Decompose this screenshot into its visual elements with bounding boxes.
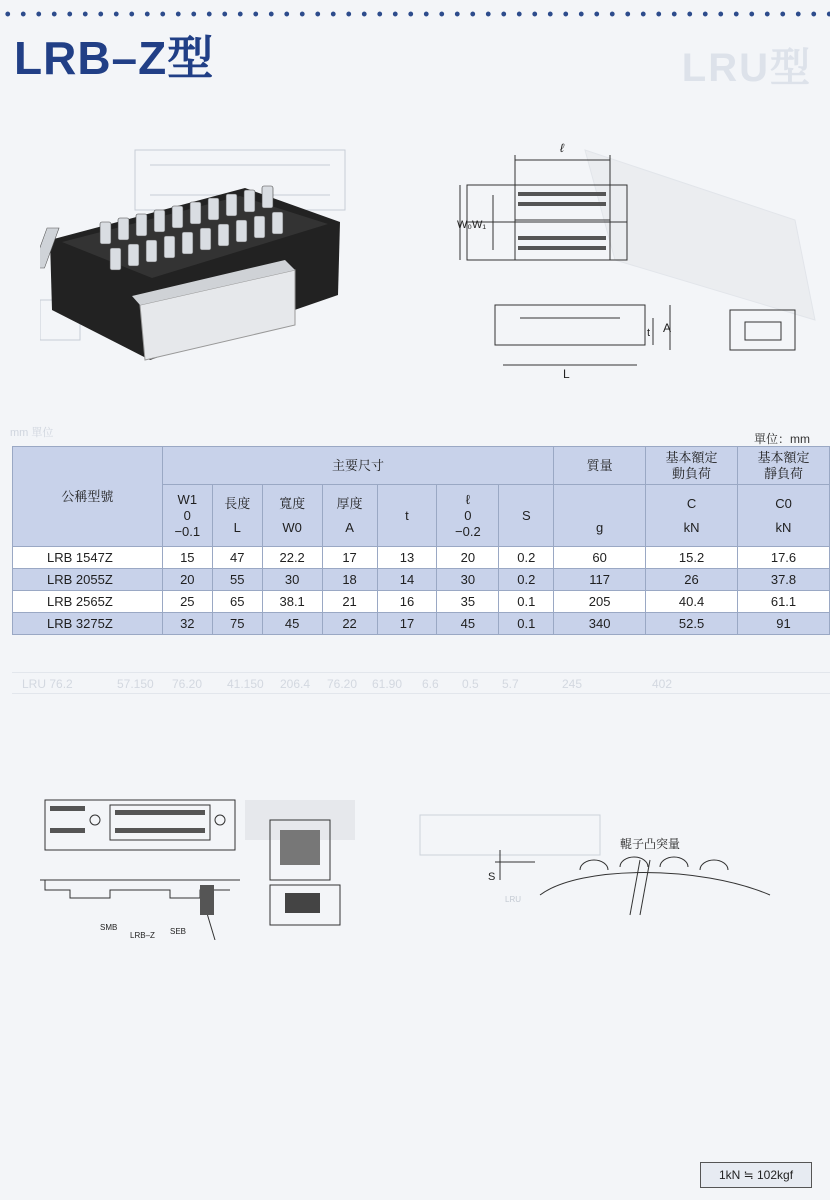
roller <box>182 232 193 254</box>
cell-L: 65 <box>212 591 262 613</box>
header-t: t <box>377 485 437 547</box>
table-row <box>13 591 830 613</box>
roller <box>200 228 211 250</box>
roller <box>218 224 229 246</box>
cell-t: 16 <box>377 591 437 613</box>
cell-mass: 117 <box>554 569 646 591</box>
roller <box>190 202 201 224</box>
unit-label: 單位：mm <box>754 432 810 446</box>
cell-mass: 60 <box>554 547 646 569</box>
header-model: 公稱型號 <box>13 447 163 547</box>
product-photo <box>40 110 370 400</box>
header-length: 長度 L <box>212 485 262 547</box>
cell-C: 15.2 <box>646 547 738 569</box>
cell-mass: 205 <box>554 591 646 613</box>
roller <box>136 214 147 236</box>
cell-A: 21 <box>322 591 377 613</box>
page-title: LRB–Z型 <box>14 32 215 84</box>
cell-l: 45 <box>437 613 499 635</box>
header-mass: 質量 <box>554 447 646 485</box>
cell-S: 0.1 <box>499 613 554 635</box>
protrusion-diagram <box>400 810 780 920</box>
cell-C: 40.4 <box>646 591 738 613</box>
cell-w0: 30 <box>262 569 322 591</box>
cell-l: 30 <box>437 569 499 591</box>
roller <box>254 216 265 238</box>
cell-model: LRB 1547Z <box>13 547 163 569</box>
spec-table <box>12 446 830 635</box>
cell-t: 17 <box>377 613 437 635</box>
header-dyn-unit: C kN <box>646 485 738 547</box>
header-dyn-load: 基本額定動負荷 <box>646 447 738 485</box>
label-seb: SEB <box>170 927 187 936</box>
label-protrusion: 輥子凸突量 <box>620 837 681 851</box>
cell-w0: 38.1 <box>262 591 322 613</box>
cell-C0: 37.8 <box>738 569 830 591</box>
cell-t: 14 <box>377 569 437 591</box>
roller <box>244 190 255 212</box>
roller <box>236 220 247 242</box>
ghost-unit: mm 單位 <box>10 427 54 439</box>
label-lru: LRU <box>505 895 522 904</box>
conversion-note: 1kN ≒ 102kgf <box>700 1162 812 1188</box>
cell-w1: 20 <box>162 569 212 591</box>
cell-l: 35 <box>437 591 499 613</box>
header-l: ℓ 0 −0.2 <box>437 485 499 547</box>
roller <box>262 186 273 208</box>
top-dot-border <box>0 10 830 18</box>
cell-C: 52.5 <box>646 613 738 635</box>
header-static-unit: C0 kN <box>738 485 830 547</box>
cell-S: 0.2 <box>499 547 554 569</box>
cell-L: 75 <box>212 613 262 635</box>
header-thickness: 厚度 A <box>322 485 377 547</box>
roller <box>164 236 175 258</box>
cell-A: 17 <box>322 547 377 569</box>
dim-w: W₀W₁ <box>457 219 487 231</box>
roller <box>128 244 139 266</box>
cell-C0: 17.6 <box>738 547 830 569</box>
roller <box>272 212 283 234</box>
cell-S: 0.1 <box>499 591 554 613</box>
dim-l: ℓ <box>560 141 564 155</box>
ghost-table-row: LRU 76.2 57.150 76.20 41.150 206.4 76.20 61.90 6.6 0.5 5.7 245 402 <box>12 672 830 694</box>
cell-w1: 25 <box>162 591 212 613</box>
dim-L: L <box>563 367 570 381</box>
table-row <box>13 613 830 635</box>
dimension-diagram <box>455 140 825 400</box>
roller <box>226 194 237 216</box>
cell-model: LRB 2055Z <box>13 569 163 591</box>
roller <box>208 198 219 220</box>
roller <box>110 248 121 270</box>
header-w1: W1 0 −0.1 <box>162 485 212 547</box>
cell-L: 55 <box>212 569 262 591</box>
cell-mass: 340 <box>554 613 646 635</box>
cell-C0: 91 <box>738 613 830 635</box>
dim-a: A <box>663 321 672 335</box>
cell-l: 20 <box>437 547 499 569</box>
ghost-title: LRU型 <box>681 46 812 90</box>
cell-A: 18 <box>322 569 377 591</box>
cell-w0: 45 <box>262 613 322 635</box>
table-row <box>13 547 830 569</box>
header-mass-unit: g <box>554 485 646 547</box>
cell-S: 0.2 <box>499 569 554 591</box>
header-width: 寬度 W0 <box>262 485 322 547</box>
cell-w1: 32 <box>162 613 212 635</box>
roller <box>154 210 165 232</box>
cell-t: 13 <box>377 547 437 569</box>
table-row <box>13 569 830 591</box>
cell-C0: 61.1 <box>738 591 830 613</box>
header-s: S <box>499 485 554 547</box>
cell-w1: 15 <box>162 547 212 569</box>
roller <box>100 222 111 244</box>
label-lrbz: LRB–Z <box>130 931 155 940</box>
cell-model: LRB 3275Z <box>13 613 163 635</box>
dim-t: t <box>647 327 651 339</box>
label-smb: SMB <box>100 923 118 932</box>
roller <box>146 240 157 262</box>
roller <box>172 206 183 228</box>
label-s: S <box>488 871 496 883</box>
cell-w0: 22.2 <box>262 547 322 569</box>
mounting-diagram <box>40 790 360 940</box>
header-main-dims: 主要尺寸 <box>162 447 553 485</box>
cell-model: LRB 2565Z <box>13 591 163 613</box>
cell-L: 47 <box>212 547 262 569</box>
cell-A: 22 <box>322 613 377 635</box>
cell-C: 26 <box>646 569 738 591</box>
header-static-load: 基本額定靜負荷 <box>738 447 830 485</box>
roller <box>118 218 129 240</box>
